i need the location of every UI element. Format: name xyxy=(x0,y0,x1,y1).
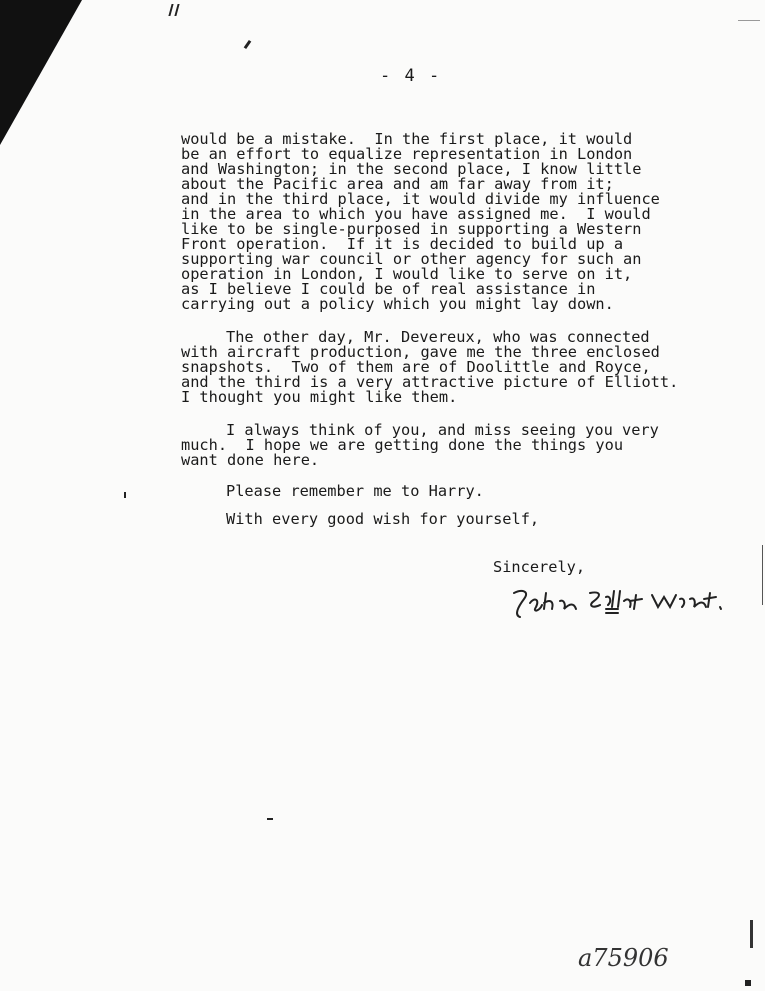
scan-mark xyxy=(174,4,179,16)
text-line: operation in London, I would like to serve on it, xyxy=(181,265,633,283)
paragraph-5: With every good wish for yourself, xyxy=(226,510,540,528)
text-line: snapshots. Two of them are of Doolittle and Royce, xyxy=(181,358,651,376)
page-number: - 4 - xyxy=(380,66,442,86)
scan-mark xyxy=(267,818,273,820)
text-line: and the third is a very attractive picture of Elliott. xyxy=(181,373,679,391)
text-line: in the area to which you have assigned me. I would xyxy=(181,205,651,223)
text-line: and Washington; in the second place, I know little xyxy=(181,160,642,178)
closing: Sincerely, xyxy=(493,558,586,576)
text-line: and in the third place, it would divide my influence xyxy=(181,190,660,208)
text-line: as I believe I could be of real assistance in xyxy=(181,280,596,298)
scan-mark xyxy=(244,40,252,49)
text-line: carrying out a policy which you might lay down. xyxy=(181,295,614,313)
scan-mark xyxy=(738,20,760,21)
text-line: much. I hope we are getting done the things you xyxy=(181,436,624,454)
scan-mark xyxy=(745,980,751,986)
text-line: supporting war council or other agency for such an xyxy=(181,250,642,268)
scan-corner-shadow xyxy=(0,0,90,150)
archive-number: a75906 xyxy=(578,944,669,972)
text-line: would be a mistake. In the first place, it would xyxy=(181,130,633,148)
text-line: with aircraft production, gave me the three enclosed xyxy=(181,343,660,361)
scan-mark xyxy=(124,492,126,498)
text-line: Front operation. If it is decided to build up a xyxy=(181,235,624,253)
scan-edge-mark xyxy=(762,545,763,605)
text-line: be an effort to equalize representation in London xyxy=(181,145,633,163)
handwritten-signature xyxy=(510,585,725,623)
scan-mark xyxy=(168,4,173,16)
scan-edge-mark xyxy=(750,920,753,948)
text-line: like to be single-purposed in supporting a Western xyxy=(181,220,642,238)
text-line: The other day, Mr. Devereux, who was connected xyxy=(226,328,650,346)
text-line: want done here. xyxy=(181,451,320,469)
paragraph-4: Please remember me to Harry. xyxy=(226,482,484,500)
text-line: I always think of you, and miss seeing you very xyxy=(226,421,659,439)
text-line: about the Pacific area and am far away from it; xyxy=(181,175,614,193)
text-line: I thought you might like them. xyxy=(181,388,458,406)
